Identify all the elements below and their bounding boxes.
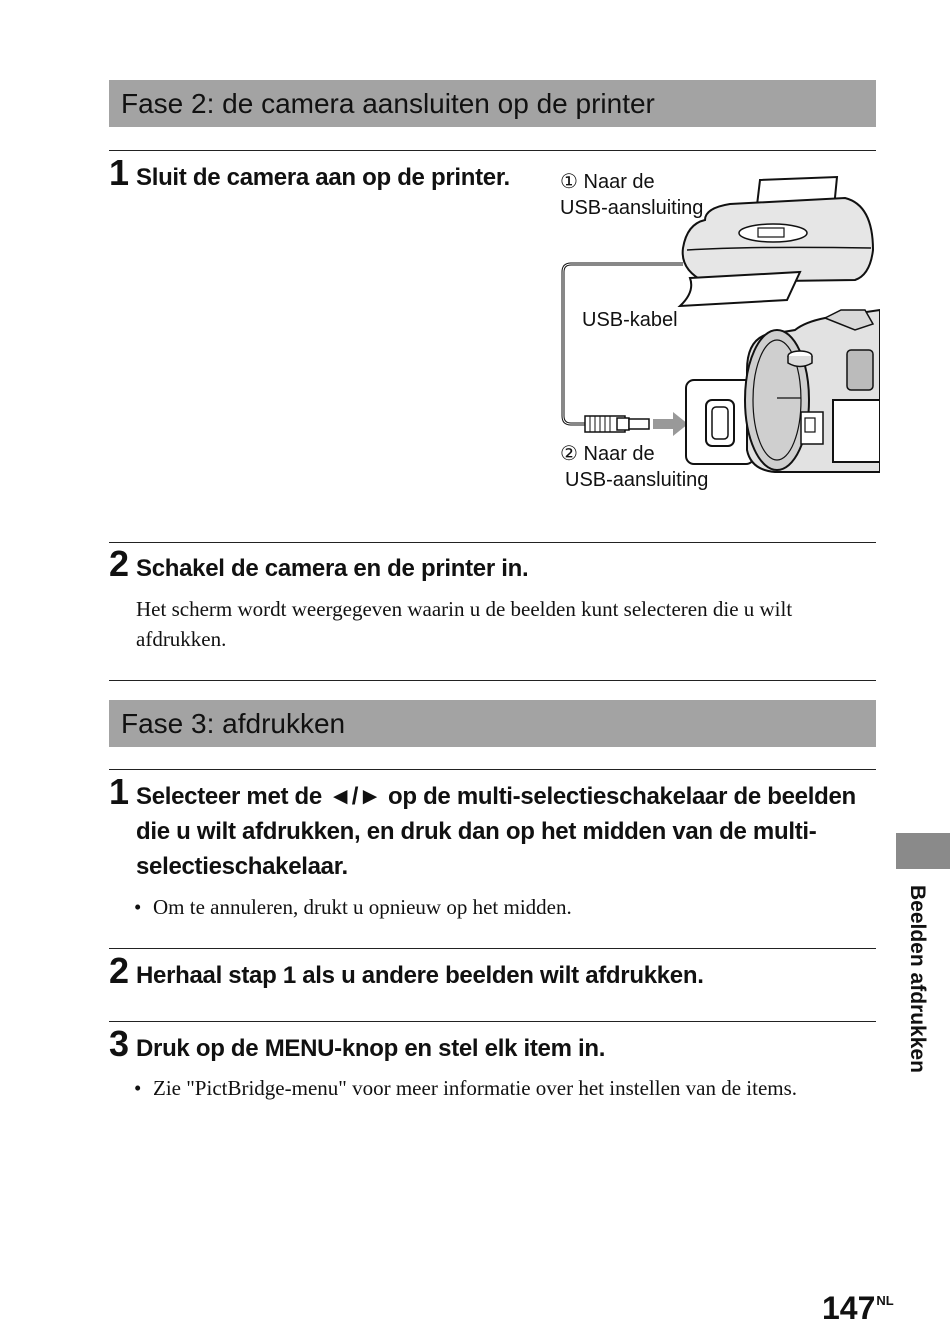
page-locale: NL	[876, 1293, 894, 1308]
label-2-line-1: Naar de	[583, 443, 655, 465]
step-title: Herhaal stap 1 als u andere beelden wilt afdrukken.	[136, 962, 704, 989]
marker-1: ①	[560, 171, 578, 193]
usb-port-label-1	[560, 169, 703, 221]
usb-port-label-2	[560, 441, 708, 493]
divider	[109, 150, 876, 151]
phase-3-step-3	[109, 1023, 879, 1066]
phase-3-step-1	[109, 771, 879, 884]
phase-2-step-1	[109, 152, 549, 195]
step-title: Druk op de MENU-knop en stel elk item in.	[136, 1035, 606, 1062]
bullet-marker: •	[134, 1076, 142, 1100]
phase-2-step-2	[109, 543, 879, 586]
step-number: 3	[109, 1023, 130, 1064]
list-item	[134, 892, 854, 922]
bullet-text: Om te annuleren, drukt u opnieuw op het midden.	[153, 895, 572, 919]
connection-diagram	[555, 160, 880, 500]
phase-3-header: Fase 3: afdrukken	[109, 700, 876, 747]
step-title: Sluit de camera aan op de printer.	[136, 164, 510, 191]
step-title: Schakel de camera en de printer in.	[136, 555, 529, 582]
bullet-marker: •	[134, 895, 142, 919]
step-description: Het scherm wordt weergegeven waarin u de beelden kunt selecteren die u wilt afdrukken.	[136, 597, 793, 651]
step-number: 2	[109, 950, 130, 991]
step-number: 1	[109, 152, 130, 193]
step-title: Selecteer met de ◄/► op de multi-selectieschakelaar de beelden die u wilt afdrukken, en druk dan op het midden van de multi-selectieschakelaar.	[136, 783, 856, 880]
label-2-line-2: USB-aansluiting	[565, 469, 709, 491]
page-number-value: 147	[822, 1290, 876, 1326]
label-1-line-2: USB-aansluiting	[560, 197, 704, 219]
step-number: 2	[109, 543, 130, 584]
section-label: Beelden afdrukken	[906, 885, 929, 1073]
divider	[109, 680, 876, 681]
phase-3-step-2	[109, 950, 879, 993]
bullet-text: Zie "PictBridge-menu" voor meer informatie over het instellen van de items.	[153, 1076, 798, 1100]
section-tab-marker	[896, 833, 950, 869]
divider	[109, 1021, 876, 1022]
divider	[109, 542, 876, 543]
list-item	[134, 1073, 854, 1103]
marker-2: ②	[560, 443, 578, 465]
label-1-line-1: Naar de	[583, 171, 655, 193]
divider	[109, 769, 876, 770]
usb-cable-label: USB-kabel	[582, 309, 678, 331]
divider	[109, 948, 876, 949]
step-number: 1	[109, 771, 130, 812]
page-number	[822, 1290, 894, 1327]
phase-2-header: Fase 2: de camera aansluiten op de printer	[109, 80, 876, 127]
